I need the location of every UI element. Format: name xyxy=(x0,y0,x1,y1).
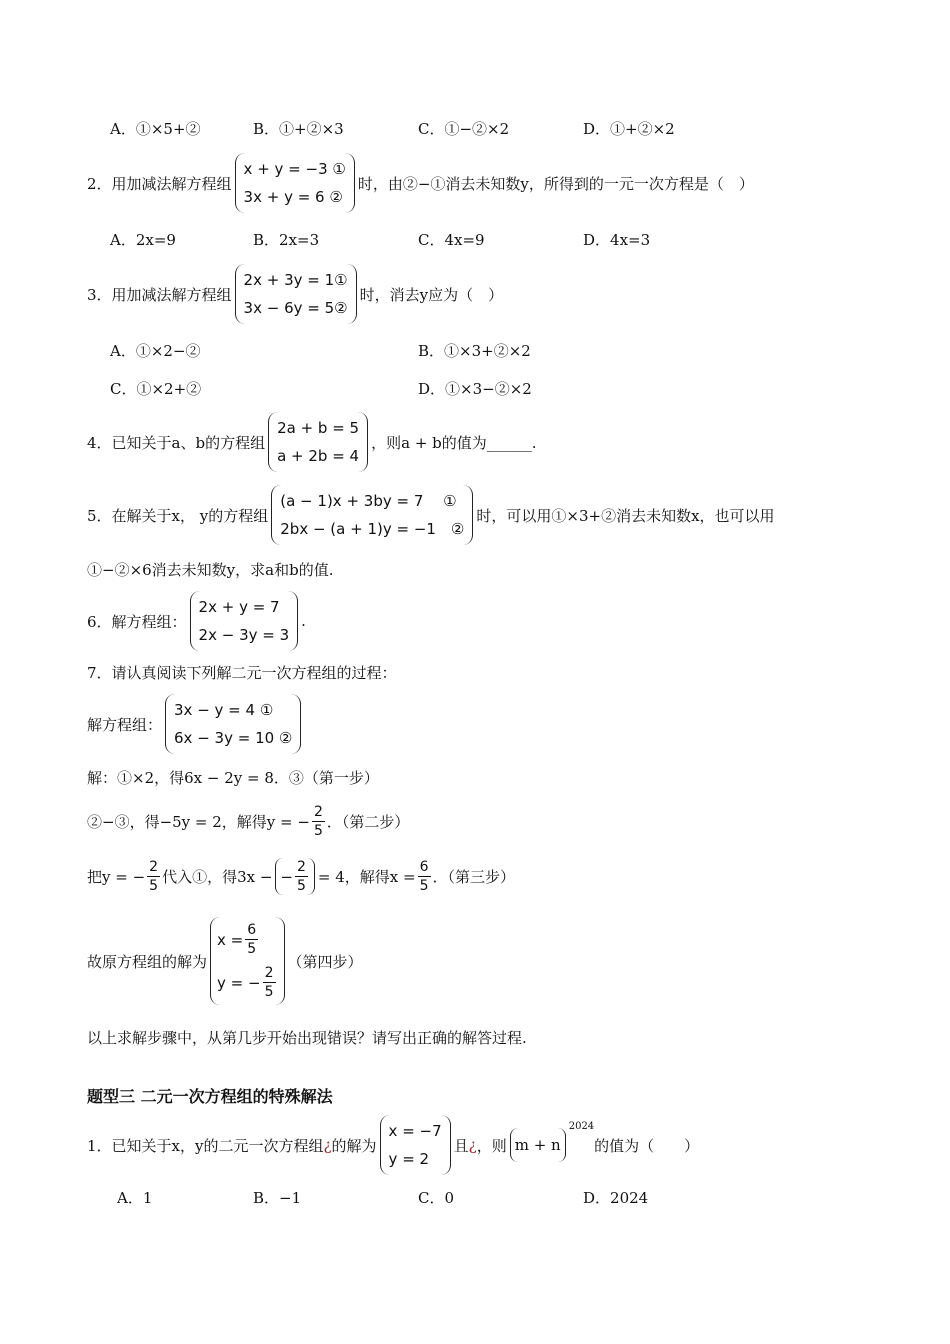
option-b: B．2x=3 xyxy=(253,231,320,249)
step3-label: ．（第三步） xyxy=(432,868,516,886)
step4-label: （第四步） xyxy=(287,952,363,971)
q3-prefix: 3．用加减法解方程组 xyxy=(87,285,232,304)
y-solution xyxy=(217,964,277,1001)
denominator: 5 xyxy=(247,941,257,957)
equation-system xyxy=(235,153,355,213)
q2-prefix: 2．用加减法解方程组 xyxy=(87,174,232,193)
denominator: 5 xyxy=(297,878,306,894)
equation-2: 2bx − (a + 1)y = −1 ② xyxy=(280,520,465,538)
option-b: B．−1 xyxy=(253,1189,302,1207)
x-solution xyxy=(217,921,277,958)
option-a: A．1 xyxy=(117,1189,153,1207)
expression: m + n xyxy=(514,1136,561,1154)
s3q1-suffix: 的值为（ ） xyxy=(594,1136,700,1155)
q7-step-1: 解：①×2，得6x − 2y = 8．③（第一步） xyxy=(87,769,379,787)
q7-intro: 7．请认真阅读下列解二元一次方程组的过程： xyxy=(87,664,397,682)
option-d: D．①+②×2 xyxy=(583,120,675,138)
equation-2: a + 2b = 4 xyxy=(277,447,360,465)
fraction xyxy=(312,803,325,840)
fraction xyxy=(418,858,431,895)
step3-text-3: = 4，解得x = xyxy=(317,868,416,886)
equation-2: 3x + y = 6 ② xyxy=(243,188,343,206)
equation-system xyxy=(165,694,301,754)
option-d: D．4x=3 xyxy=(583,231,651,249)
q3-suffix: 时，消去y应为（ ） xyxy=(359,285,504,304)
s3q1-after: 且 xyxy=(453,1136,469,1155)
y-label: y = − xyxy=(217,973,261,992)
option-c: C．4x=9 xyxy=(418,231,485,249)
option-a: A．①×5+② xyxy=(110,120,201,138)
q4-suffix: ，则a + b的值为______. xyxy=(371,433,537,452)
exponent: 2024 xyxy=(568,1121,595,1132)
q5-suffix: 时，可以用①×3+②消去未知数x，也可以用 xyxy=(476,506,775,525)
fraction xyxy=(147,858,160,895)
equation-2: 2x − 3y = 3 xyxy=(198,626,290,644)
broken-glyph: ¿ xyxy=(468,1136,477,1154)
option-c: C．0 xyxy=(418,1189,455,1207)
q7-step-4 xyxy=(87,917,363,1005)
q5-line-2: ①−②×6消去未知数y，求a和b的值. xyxy=(87,561,334,579)
q4-prefix: 4．已知关于a、b的方程组 xyxy=(87,433,266,452)
q5-prefix: 5．在解关于x， y的方程组 xyxy=(87,506,269,525)
step2-label: ．（第二步） xyxy=(326,813,410,831)
q7-step-2 xyxy=(87,803,409,840)
denominator: 5 xyxy=(419,878,429,894)
q7-question: 以上求解步骤中，从第几步开始出现错误？请写出正确的解答过程. xyxy=(87,1029,527,1047)
q7-step-3 xyxy=(87,858,515,895)
equation-system xyxy=(268,412,368,472)
minus-sign: − xyxy=(280,867,293,886)
fraction xyxy=(295,858,308,895)
numerator: 2 xyxy=(297,859,306,875)
equation-2: 3x − 6y = 5② xyxy=(243,299,348,317)
numerator: 6 xyxy=(247,922,257,938)
numerator: 2 xyxy=(264,965,274,981)
option-b: B．①×3+②×2 xyxy=(418,342,531,360)
option-d: D．①×3−②×2 xyxy=(418,380,532,398)
question-2 xyxy=(87,153,754,213)
q2-suffix: 时，由②−①消去未知数y，所得到的一元一次方程是（ ） xyxy=(357,174,754,193)
s3q1-prefix: 1．已知关于x，y的二元一次方程组 xyxy=(87,1136,324,1155)
question-3 xyxy=(87,264,503,324)
s3q1-mid: 的解为 xyxy=(331,1136,377,1155)
equation-1: 2x + y = 7 xyxy=(198,598,280,616)
option-d: D．2024 xyxy=(583,1189,649,1207)
solution-system xyxy=(380,1115,451,1175)
q6-suffix: . xyxy=(301,612,306,630)
solution-system xyxy=(210,917,284,1005)
parenthesis xyxy=(510,1128,566,1162)
step4-prefix: 故原方程组的解为 xyxy=(87,952,208,971)
step3-text: 把y = − xyxy=(87,868,146,886)
question-6 xyxy=(87,591,306,651)
broken-glyph: ¿ xyxy=(323,1136,332,1154)
equation-2: y = 2 xyxy=(388,1150,430,1168)
option-a: A．2x=9 xyxy=(110,231,176,249)
fraction xyxy=(245,921,258,958)
numerator: 2 xyxy=(149,859,159,875)
equation-system xyxy=(271,485,473,545)
equation-1: x = −7 xyxy=(388,1122,442,1140)
numerator: 6 xyxy=(419,859,429,875)
question-4 xyxy=(87,412,537,472)
equation-system xyxy=(190,591,299,651)
option-c: C．①−②×2 xyxy=(418,120,510,138)
step3-text-2: 代入①，得3x − xyxy=(162,868,273,886)
denominator: 5 xyxy=(313,823,323,839)
x-label: x = xyxy=(217,930,244,949)
equation-2: 6x − 3y = 10 ② xyxy=(174,729,293,747)
s3q1-then: ，则 xyxy=(476,1136,507,1155)
equation-1: 3x − y = 4 ① xyxy=(174,701,274,719)
q6-prefix: 6．解方程组： xyxy=(87,612,187,631)
section-heading: 题型三 二元一次方程组的特殊解法 xyxy=(87,1087,333,1106)
equation-1: 2a + b = 5 xyxy=(277,419,360,437)
option-b: B．①+②×3 xyxy=(253,120,344,138)
parenthesis xyxy=(275,858,315,895)
step2-text: ②−③，得−5y = 2，解得y = − xyxy=(87,813,310,831)
numerator: 2 xyxy=(313,804,323,820)
q7-sys-prefix: 解方程组： xyxy=(87,715,163,734)
equation-1: 2x + 3y = 1① xyxy=(243,271,348,289)
fraction xyxy=(263,964,276,1001)
option-c: C．①×2+② xyxy=(110,380,202,398)
q7-system xyxy=(87,694,304,754)
denominator: 5 xyxy=(149,878,159,894)
equation-1: (a − 1)x + 3by = 7 ① xyxy=(280,492,457,510)
question-5 xyxy=(87,485,775,545)
denominator: 5 xyxy=(264,984,274,1000)
equation-system xyxy=(235,264,357,324)
section3-question-1 xyxy=(87,1115,699,1175)
option-a: A．①×2−② xyxy=(110,342,201,360)
equation-1: x + y = −3 ① xyxy=(243,160,346,178)
